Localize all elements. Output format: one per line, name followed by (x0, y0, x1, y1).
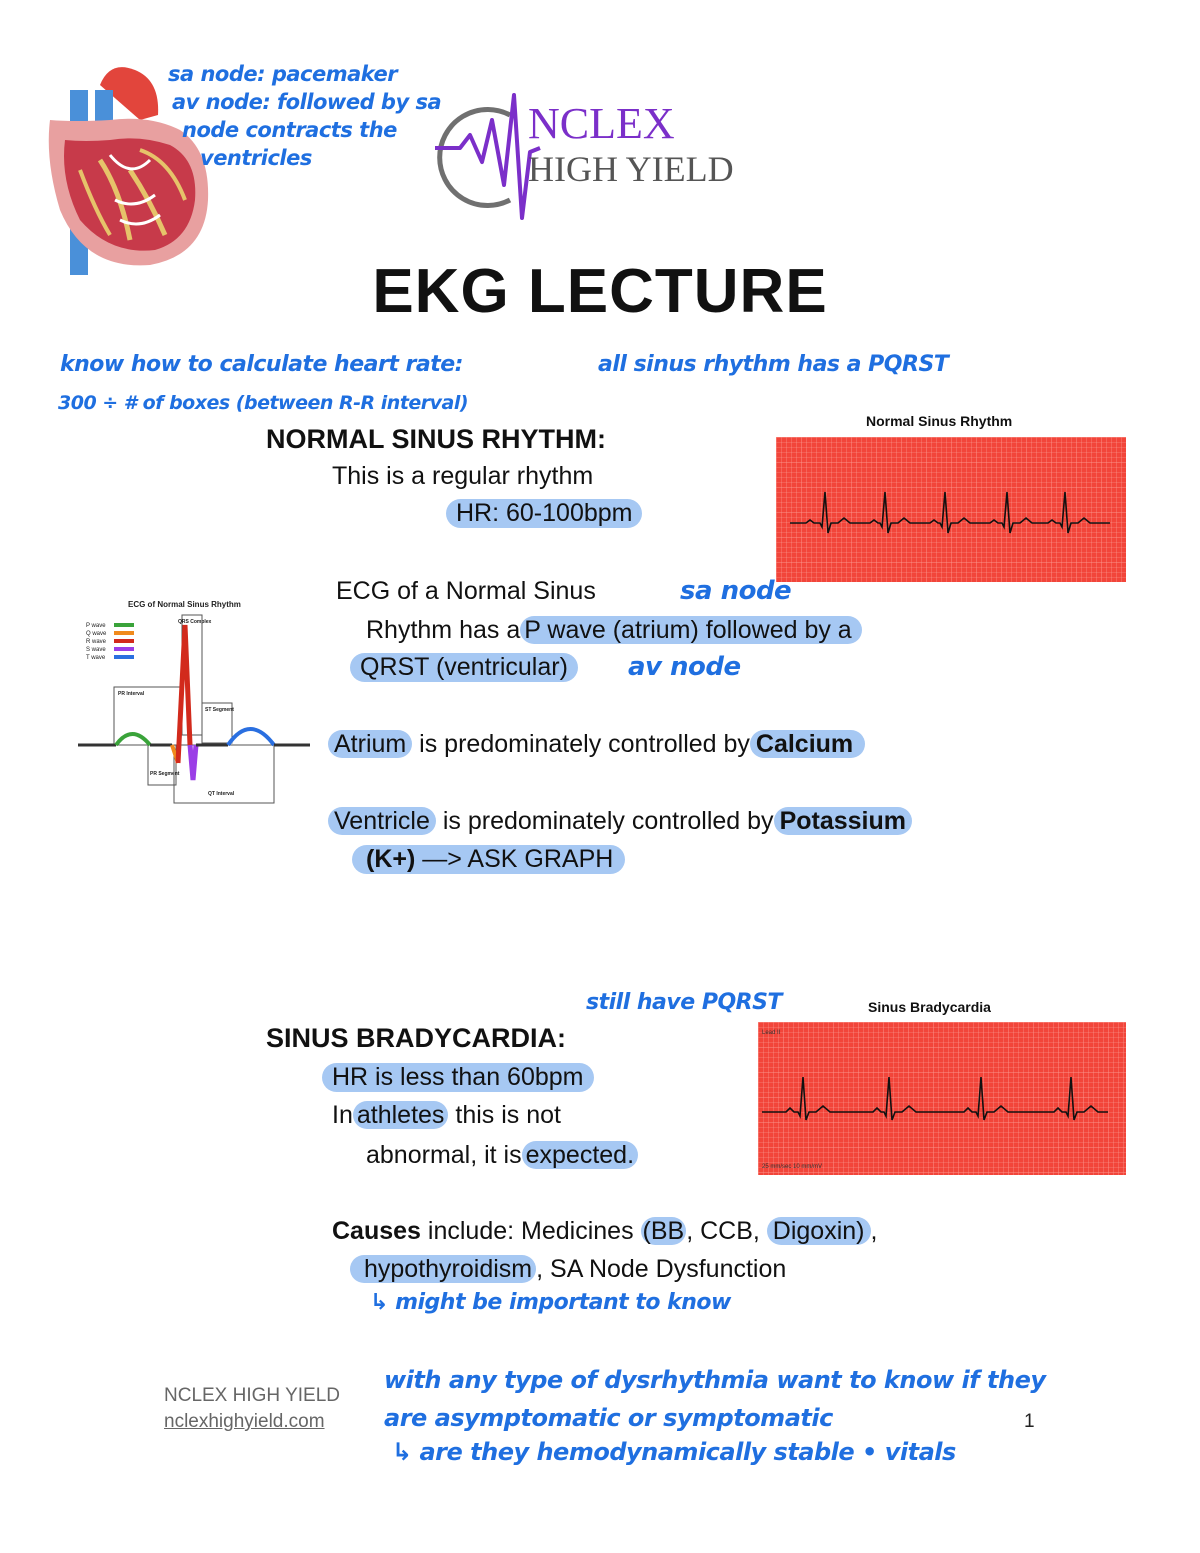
nsr-ecg-strip (776, 437, 1126, 582)
k-ask-graph (352, 845, 625, 874)
handnote-still-pqrst: still have PQRST (586, 990, 782, 1015)
causes-line (332, 1217, 877, 1246)
handnote-contracts: node contracts the (182, 118, 397, 142)
bb-highlight: (BB (642, 1217, 685, 1245)
causes-rest: include: Medicines (420, 1217, 634, 1245)
page-title: EKG LECTURE (372, 257, 828, 326)
ecg-desc-line2 (366, 616, 862, 645)
label-st-segment: ST Segment (205, 707, 234, 713)
comma-text: , (870, 1217, 878, 1245)
digoxin-highlight: Digoxin) (767, 1217, 871, 1245)
legend-q-wave: Q wave (86, 631, 107, 637)
diagram-title: ECG of Normal Sinus Rhythm (128, 600, 241, 609)
handnote-dysrhythmia-2: are asymptomatic or symptomatic (384, 1404, 833, 1432)
atrium-line (328, 730, 865, 759)
hypothyroidism-highlight: hypothyroidism (350, 1255, 536, 1283)
footer-url-link[interactable]: nclexhighyield.com (164, 1411, 325, 1432)
brady-expected-line (366, 1141, 638, 1170)
legend-p-wave: P wave (86, 623, 106, 629)
label-qt-interval: QT Interval (208, 791, 235, 797)
ventricle-line (328, 807, 912, 836)
nsr-hr: HR: 60-100bpm (446, 499, 642, 528)
label-pr-segment: PR Segment (150, 771, 180, 777)
ccb-text: , CCB, (686, 1217, 760, 1245)
brady-heading: SINUS BRADYCARDIA: (266, 1023, 567, 1053)
athletes-pre: In (332, 1101, 353, 1129)
brady-strip-title: Sinus Bradycardia (868, 999, 991, 1015)
potassium-highlight: Potassium (774, 807, 912, 835)
p-wave-highlight: P wave (atrium) followed by a (520, 616, 861, 644)
logo-nclex-text: NCLEX (528, 99, 675, 148)
handnote-calc-hr: know how to calculate heart rate: (60, 352, 463, 377)
hypothyroid-line (350, 1255, 786, 1284)
ask-graph: —> ASK GRAPH (415, 845, 614, 873)
handnote-dysrhythmia-1: with any type of dysrhythmia want to know if they (384, 1366, 1046, 1394)
athletes-highlight: athletes (353, 1101, 449, 1129)
brady-athletes-line (332, 1101, 561, 1130)
handnote-pqrst: all sinus rhythm has a PQRST (598, 352, 949, 377)
legend-r-wave: R wave (86, 639, 107, 645)
nsr-strip-title: Normal Sinus Rhythm (866, 413, 1013, 429)
ventricle-mid: is predominately controlled by (435, 807, 774, 835)
legend-s-wave: S wave (86, 647, 106, 653)
handnote-important: ↳ might be important to know (370, 1290, 731, 1315)
handnote-ventricles: ventricles (200, 146, 312, 170)
handnote-sa-node: sa node: pacemaker (168, 62, 398, 86)
handnote-dysrhythmia-3: ↳ are they hemodynamically stable • vitals (392, 1438, 956, 1466)
calcium-highlight: Calcium (750, 730, 865, 758)
footer-brand: NCLEX HIGH YIELD (164, 1385, 340, 1406)
brady-hr-highlight: HR is less than 60bpm (322, 1063, 594, 1092)
brady-ecg-strip (758, 1022, 1126, 1175)
expected-pre: abnormal, it is (366, 1141, 522, 1169)
atrium-highlight: Atrium (328, 730, 412, 758)
handnote-av-node: av node: followed by sa (172, 90, 442, 114)
handnote-300-rule: 300 ÷ # of boxes (between R-R interval) (58, 392, 469, 414)
handnote-sa-node-2: sa node (680, 576, 792, 606)
atrium-mid: is predominately controlled by (412, 730, 750, 758)
nsr-regular-rhythm: This is a regular rhythm (332, 462, 594, 490)
ecg-desc-pre: Rhythm has a (366, 616, 521, 644)
label-pr-interval: PR Interval (118, 691, 145, 697)
causes-label: Causes (332, 1217, 421, 1245)
brady-strip-caption: 25 mm/sec 10 mm/mV (762, 1164, 823, 1170)
nsr-heading: NORMAL SINUS RHYTHM: (266, 424, 606, 454)
k-plus: (K+) (366, 845, 416, 873)
athletes-post: this is not (448, 1101, 561, 1129)
nclex-logo (430, 90, 740, 225)
sa-node-dysfunction: , SA Node Dysfunction (536, 1255, 787, 1283)
expected-highlight: expected. (522, 1141, 638, 1169)
ecg-desc-line1: ECG of a Normal Sinus (336, 577, 596, 605)
label-qrs-complex: QRS Complex (178, 619, 212, 625)
handnote-av-node-2: av node (628, 652, 741, 682)
legend-t-wave: T wave (86, 655, 106, 661)
logo-high-yield-text: HIGH YIELD (528, 149, 734, 189)
page-number: 1 (1024, 1411, 1035, 1432)
ecg-wave-diagram (78, 595, 313, 810)
ventricle-highlight: Ventricle (328, 807, 436, 835)
brady-strip-lead: Lead II (762, 1030, 781, 1036)
qrst-highlight: QRST (ventricular) (350, 653, 578, 682)
